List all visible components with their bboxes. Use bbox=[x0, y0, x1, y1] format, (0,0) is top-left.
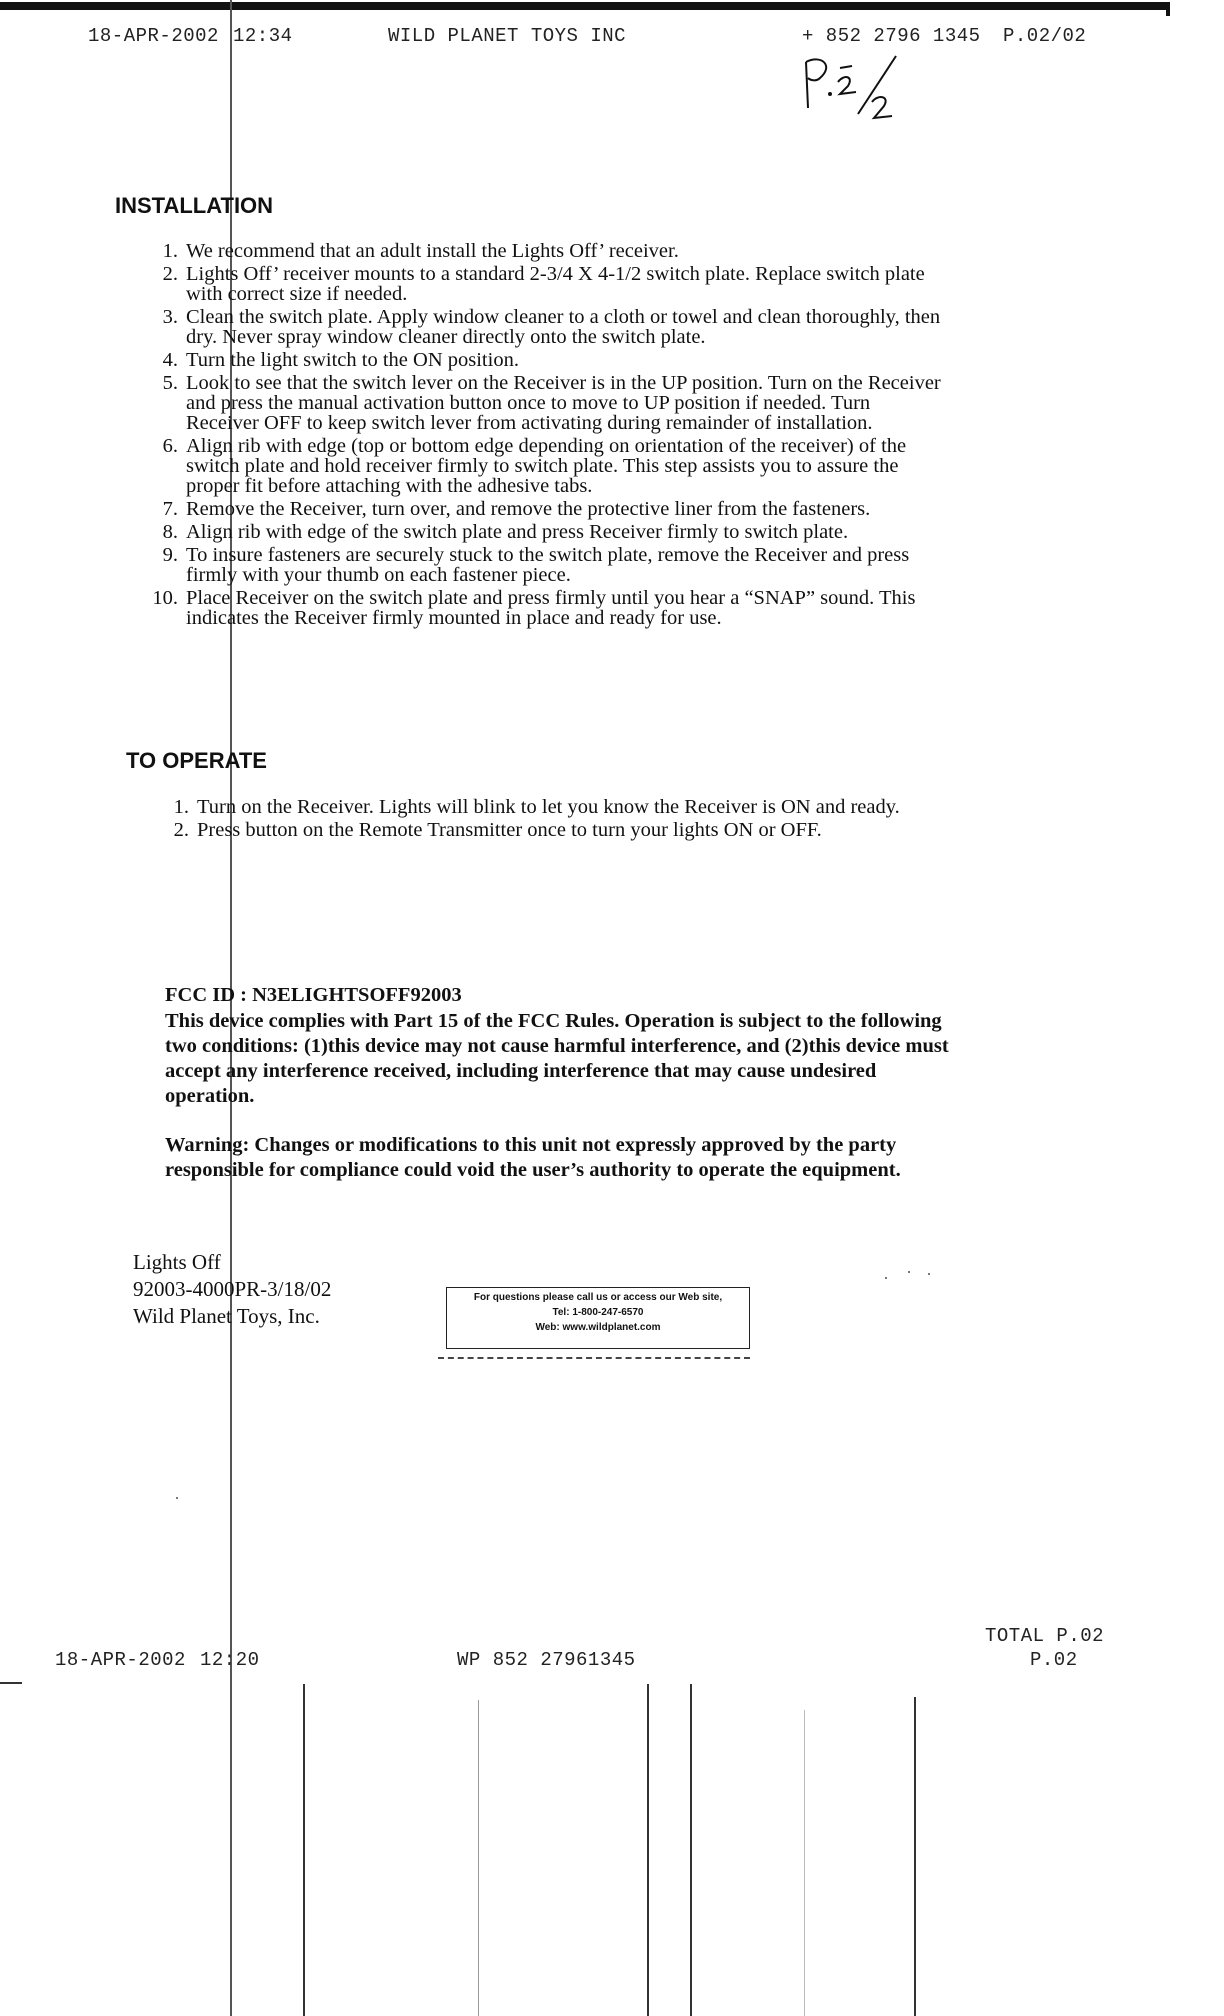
handwritten-page-note bbox=[800, 48, 910, 120]
fcc-id: FCC ID : N3ELIGHTSOFF92003 bbox=[165, 984, 462, 1006]
list-item-line: Align rib with edge of the switch plate and press Receiver firmly to switch plate. bbox=[186, 521, 849, 543]
list-item-number: 8. bbox=[162, 521, 178, 543]
list-item-number: 2. bbox=[162, 263, 178, 285]
operate-steps bbox=[173, 796, 1057, 843]
list-item-line: We recommend that an adult install the Lights Off’ receiver. bbox=[186, 240, 679, 262]
list-item bbox=[162, 435, 1066, 497]
list-item-line: with correct size if needed. bbox=[186, 283, 408, 305]
text-line: two conditions: (1)this device may not cause harmful interference, and (2)this device must bbox=[165, 1035, 949, 1057]
list-item-line: proper fit before attaching with the adhesive tabs. bbox=[186, 475, 593, 497]
fcc-warning-text bbox=[165, 1133, 1065, 1183]
fax-header-phone: + 852 2796 1345 bbox=[802, 25, 981, 47]
operate-heading: TO OPERATE bbox=[126, 748, 267, 773]
fax-top-rule bbox=[0, 2, 1170, 10]
installation-heading: INSTALLATION bbox=[115, 193, 274, 218]
list-item-number: 6. bbox=[162, 435, 178, 457]
contact-line-1: For questions please call us or access our Web site, bbox=[473, 1292, 723, 1303]
text-line: responsible for compliance could void the user’s authority to operate the equipment. bbox=[165, 1159, 901, 1181]
contact-phone: Tel: 1-800-247-6570 bbox=[552, 1307, 644, 1318]
list-item bbox=[162, 349, 1066, 371]
installation-steps bbox=[152, 240, 1066, 631]
bottom-vertical-line bbox=[478, 1700, 479, 2016]
list-item-line: Press button on the Remote Transmitter once to turn your lights ON or OFF. bbox=[197, 819, 822, 841]
list-item bbox=[162, 372, 1066, 434]
product-company: Wild Planet Toys, Inc. bbox=[133, 1304, 320, 1328]
scan-speck bbox=[928, 1273, 930, 1275]
list-item-number: 4. bbox=[162, 349, 178, 371]
bottom-vertical-line bbox=[914, 1697, 916, 2016]
list-item-line: To insure fasteners are securely stuck to the switch plate, remove the Receiver and press bbox=[186, 544, 910, 566]
fax-header-page: P.02/02 bbox=[1003, 25, 1087, 47]
text-line: This device complies with Part 15 of the FCC Rules. Operation is subject to the following bbox=[165, 1010, 942, 1032]
fcc-compliance-text bbox=[165, 1009, 1065, 1109]
list-item bbox=[173, 819, 1057, 841]
list-item-number: 2. bbox=[173, 819, 189, 841]
list-item-number: 7. bbox=[162, 498, 178, 520]
list-item-number: 5. bbox=[162, 372, 178, 394]
list-item bbox=[173, 796, 1057, 818]
list-item-line: Look to see that the switch lever on the Receiver is in the UP position. Turn on the Receiver bbox=[186, 372, 941, 394]
scan-speck bbox=[885, 1277, 887, 1279]
product-name: Lights Off bbox=[133, 1250, 221, 1274]
text-line: operation. bbox=[165, 1085, 255, 1107]
list-item-line: Place Receiver on the switch plate and press firmly until you hear a “SNAP” sound. This bbox=[186, 587, 916, 609]
bottom-vertical-line bbox=[303, 1684, 305, 2016]
list-item-number: 3. bbox=[162, 306, 178, 328]
list-item-line: switch plate and hold receiver firmly to switch plate. This step assists you to assure the bbox=[186, 455, 899, 477]
text-line: accept any interference received, including interference that may cause undesired bbox=[165, 1060, 877, 1082]
list-item bbox=[152, 587, 1066, 629]
fax-top-rule-tick bbox=[1166, 2, 1170, 16]
contact-box bbox=[446, 1287, 750, 1349]
list-item-line: Align rib with edge (top or bottom edge depending on orientation of the receiver) of the bbox=[186, 435, 907, 457]
scan-speck bbox=[176, 1497, 178, 1499]
list-item bbox=[162, 263, 1066, 305]
bottom-vertical-line bbox=[647, 1684, 649, 2016]
list-item-line: Lights Off’ receiver mounts to a standard 2-3/4 X 4-1/2 switch plate. Replace switch plate bbox=[186, 263, 925, 285]
fax-header-date: 18-APR-2002 bbox=[88, 25, 219, 47]
text-line: Warning: Changes or modifications to this unit not expressly approved by the party bbox=[165, 1134, 897, 1156]
fax-footer-total: TOTAL P.02 bbox=[985, 1625, 1105, 1647]
contact-web: Web: www.wildplanet.com bbox=[535, 1322, 661, 1333]
list-item bbox=[162, 521, 1066, 543]
list-item-number: 1. bbox=[173, 796, 189, 818]
list-item bbox=[162, 544, 1066, 586]
fax-footer-date: 18-APR-2002 bbox=[55, 1649, 186, 1671]
fax-footer-sender: WP 852 27961345 bbox=[457, 1649, 636, 1671]
footer-edge-rule bbox=[0, 1682, 22, 1684]
fax-header-time: 12:34 bbox=[233, 25, 293, 47]
list-item-number: 1. bbox=[162, 240, 178, 262]
list-item-line: Clean the switch plate. Apply window cleaner to a cloth or towel and clean thoroughly, then bbox=[186, 306, 941, 328]
product-code: 92003-4000PR-3/18/02 bbox=[133, 1277, 332, 1301]
product-info bbox=[133, 1249, 331, 1330]
list-item-line: dry. Never spray window cleaner directly onto the switch plate. bbox=[186, 326, 706, 348]
list-item bbox=[162, 306, 1066, 348]
scan-speck bbox=[908, 1271, 910, 1273]
list-item-number: 9. bbox=[162, 544, 178, 566]
list-item-line: Turn the light switch to the ON position. bbox=[186, 349, 519, 371]
fax-header-company: WILD PLANET TOYS INC bbox=[388, 25, 627, 47]
list-item bbox=[162, 240, 1066, 262]
list-item-line: Remove the Receiver, turn over, and remove the protective liner from the fasteners. bbox=[186, 498, 871, 520]
bottom-vertical-line bbox=[804, 1710, 805, 2016]
list-item-line: and press the manual activation button once to move to UP position if needed. Turn bbox=[186, 392, 871, 414]
fax-footer-page: P.02 bbox=[1030, 1649, 1078, 1671]
list-item-line: Receiver OFF to keep switch lever from activating during remainder of installation. bbox=[186, 412, 873, 434]
contact-box-underline bbox=[438, 1357, 750, 1361]
bottom-vertical-line bbox=[690, 1684, 692, 2016]
list-item-number: 10. bbox=[152, 587, 178, 609]
list-item bbox=[162, 498, 1066, 520]
fax-footer-time: 12:20 bbox=[200, 1649, 260, 1671]
list-item-line: indicates the Receiver firmly mounted in place and ready for use. bbox=[186, 607, 722, 629]
list-item-line: Turn on the Receiver. Lights will blink to let you know the Receiver is ON and ready. bbox=[197, 796, 900, 818]
list-item-line: firmly with your thumb on each fastener piece. bbox=[186, 564, 571, 586]
